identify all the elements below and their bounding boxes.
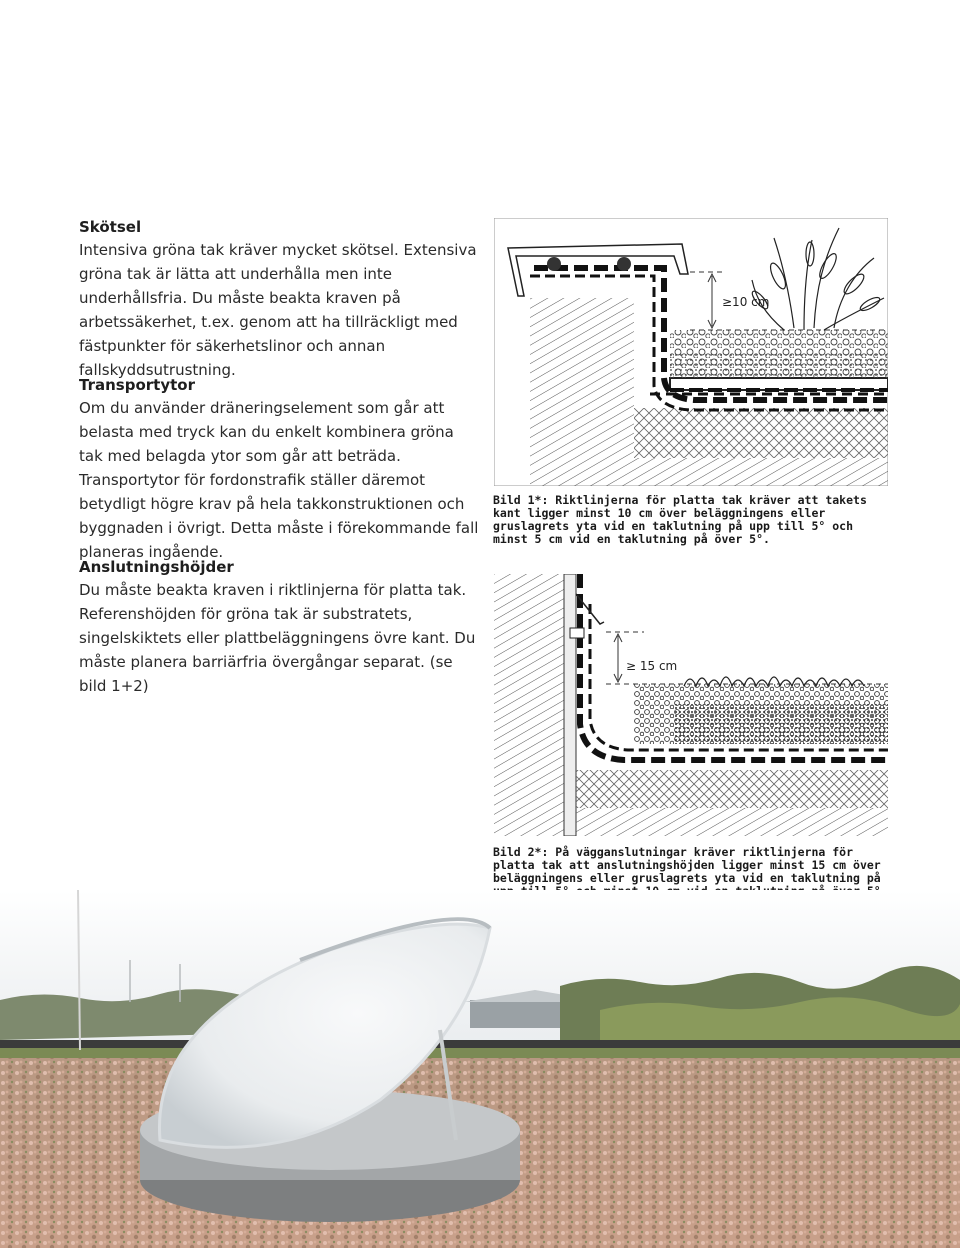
section-transportytor: [79, 376, 479, 564]
heading-anslutningshojder: Anslutningshöjder: [79, 558, 234, 576]
fig2-dimension-label: ≥ 15 cm: [626, 659, 678, 673]
section-anslutningshojder: [79, 558, 479, 698]
section-skotsel: [79, 218, 479, 382]
figure-wall-connection-detail: [494, 574, 888, 836]
body-transportytor: Om du använder dräneringselement som går att belasta med tryck kan du enkelt kombinera gröna tak med belagda ytor som går att beträda. Transportytor för fordonstrafik ställer däremot betydligt högre krav på hela takkonstruktionen och byggnaden i övrigt. Detta måste i förekommande fall planeras ingående.: [79, 399, 479, 561]
body-anslutningshojder: Du måste beakta kraven i riktlinjerna för platta tak. Referenshöjden för gröna tak är substratets, singelskiktets eller plattbeläggningens övre kant. Du måste planera barriärfria övergångar separat. (se bild 1+2): [79, 581, 476, 695]
figure-2-caption: Bild 2*: På vägganslutningar kräver riktlinjerna för platta tak att anslutningshöjden ligger minst 15 cm över beläggningens eller gruslagrets yta vid en taklutning på: [493, 845, 881, 885]
green-roof-photo: [0, 890, 960, 1248]
figure-1-caption: Bild 1*: Riktlinjerna för platta tak kräver att takets kant ligger minst 10 cm över beläggningens eller gruslagrets yta vid en taklutning på upp till 5° och minst 5 cm vid en taklutning på över 5°.: [493, 493, 867, 546]
heading-transportytor: Transportytor: [79, 376, 195, 394]
fig1-dimension-label: ≥10 cm: [722, 295, 770, 309]
heading-skotsel: Skötsel: [79, 218, 142, 236]
figure-roof-edge-detail: [494, 218, 888, 486]
body-skotsel: Intensiva gröna tak kräver mycket skötsel. Extensiva gröna tak är lätta att underhålla men inte underhållsfria. Du måste beakta kraven på arbetssäkerhet, t.ex. genom att ha tillräckligt med fästpunkter för säkerhetslinor och annan fallskyddsutrustning.: [79, 241, 477, 379]
